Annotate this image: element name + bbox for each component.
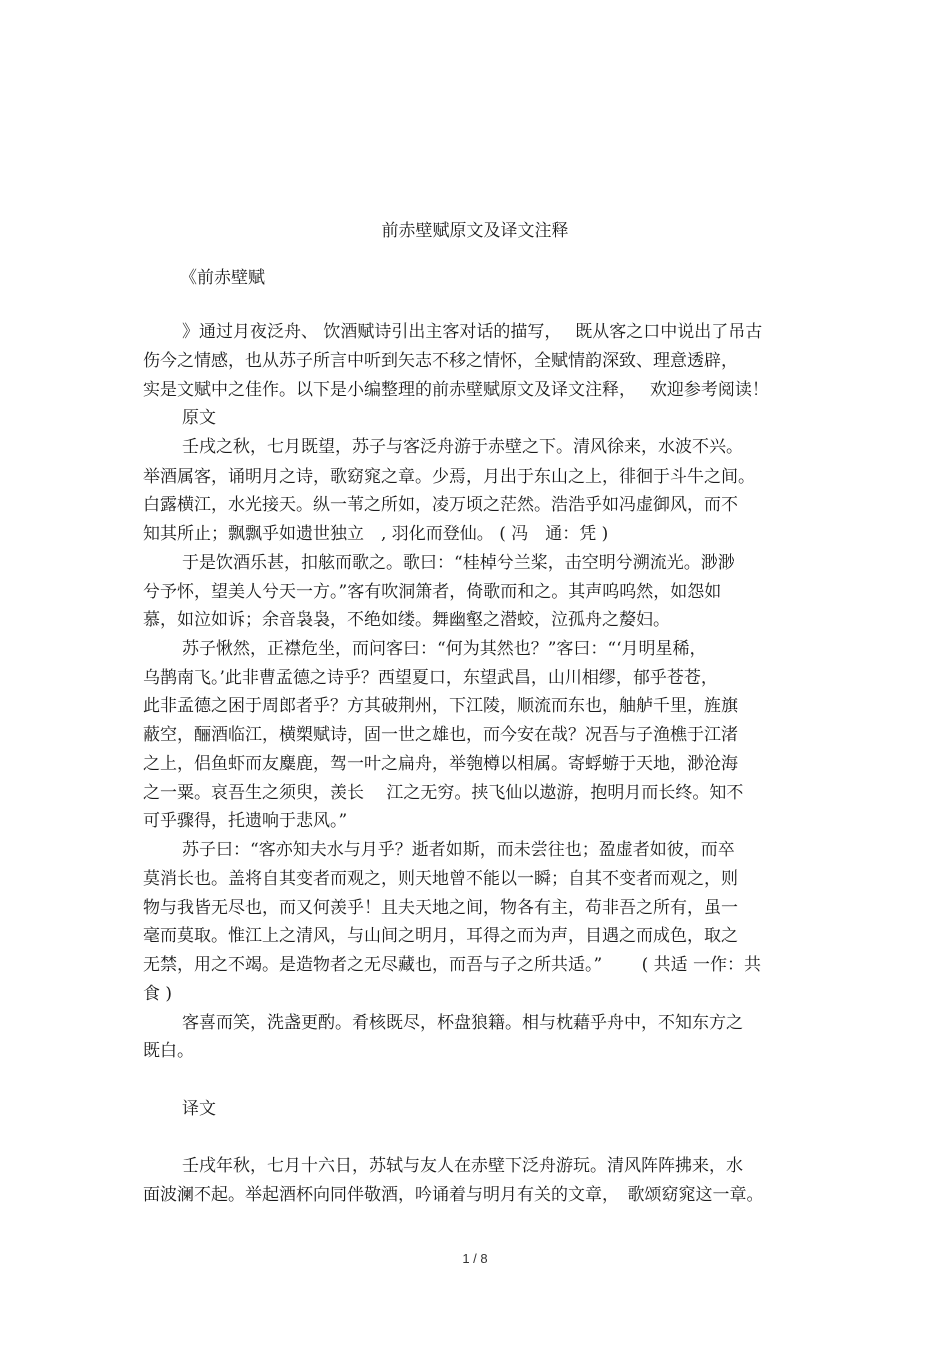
intro-line-3: 实是文赋中之佳作。以下是小编整理的前赤壁赋原文及译文注释， 欢迎参考阅读！ — [143, 380, 769, 400]
text-line: 客喜而笑，洗盏更酌。肴核既尽，杯盘狼籍。相与枕藉乎舟中，不知东方之 — [182, 1013, 743, 1033]
text-line: 面波澜不起。举起酒杯向同伴敬酒，吟诵着与明月有关的文章， 歌颂窈窕这一章。 — [143, 1185, 764, 1205]
text-line: 之上，侣鱼虾而友麋鹿，驾一叶之扁舟，举匏樽以相属。寄蜉蝣于天地，渺沧海 — [143, 754, 738, 774]
text-line: 举酒属客，诵明月之诗，歌窈窕之章。少焉，月出于东山之上，徘徊于斗牛之间。 — [143, 467, 755, 487]
text-line: 莫消长也。盖将自其变者而观之，则天地曾不能以一瞬；自其不变者而观之，则 — [143, 869, 738, 889]
text-line: 乌鹊南飞。’此非曹孟德之诗乎？西望夏口，东望武昌，山川相缪，郁乎苍苍， — [143, 668, 718, 688]
intro-line-1: 》通过月夜泛舟、 饮酒赋诗引出主客对话的描写， 既从客之口中说出了吊古 — [182, 322, 763, 342]
text-line: 白露横江，水光接天。纵一苇之所如，凌万顷之茫然。浩浩乎如冯虚御风，而不 — [143, 495, 738, 515]
intro-line-2: 伤今之情感，也从苏子所言中听到矢志不移之情怀，全赋情韵深致、理意透辟， — [143, 351, 738, 371]
page-indicator: 1 / 8 — [462, 1251, 488, 1266]
text-line: 苏子曰：“客亦知夫水与月乎？逝者如斯，而未尝往也；盈虚者如彼，而卒 — [182, 840, 735, 860]
text-line: 蔽空，酾酒临江，横槊赋诗，固一世之雄也，而今安在哉？况吾与子渔樵于江渚 — [143, 725, 738, 745]
text-line: 可乎骤得，托遗响于悲风。” — [143, 811, 348, 831]
text-line: 食 ) — [143, 984, 173, 1004]
page-title: 前赤壁赋原文及译文注释 — [381, 221, 569, 241]
text-line: 无禁，用之不竭。是造物者之无尽藏也，而吾与子之所共适。” ( 共适 一作：共 — [143, 955, 762, 975]
text-line: 苏子愀然，正襟危坐，而问客曰：“何为其然也？”客曰：“‘月明星稀， — [182, 639, 707, 659]
text-line: 物与我皆无尽也，而又何羡乎！且夫天地之间，物各有主，苟非吾之所有，虽一 — [143, 898, 738, 918]
text-line: 知其所止；飘飘乎如遗世独立 , 羽化而登仙。 ( 冯 通：凭 ) — [143, 524, 609, 544]
text-line: 慕，如泣如诉；余音袅袅，不绝如缕。舞幽壑之潜蛟，泣孤舟之嫠妇。 — [143, 610, 670, 630]
text-line: 此非孟德之困于周郎者乎？方其破荆州，下江陵，顺流而东也，舳舻千里，旌旗 — [143, 696, 738, 716]
text-line: 于是饮酒乐甚，扣舷而歌之。歌曰：“桂棹兮兰桨，击空明兮溯流光。渺渺 — [182, 553, 735, 573]
text-line: 兮予怀，望美人兮天一方。”客有吹洞箫者，倚歌而和之。其声呜呜然，如怨如 — [143, 582, 722, 602]
text-line: 毫而莫取。惟江上之清风，与山间之明月，耳得之而为声，目遇之而成色，取之 — [143, 926, 738, 946]
text-line: 壬戌年秋，七月十六日，苏轼与友人在赤壁下泛舟游玩。清风阵阵拂来，水 — [182, 1156, 743, 1176]
section-heading-translation: 译文 — [182, 1099, 216, 1119]
text-line: 之一粟。哀吾生之须臾，羡长 江之无穷。挟飞仙以遨游，抱明月而长终。知不 — [143, 783, 744, 803]
subtitle: 《前赤壁赋 — [180, 268, 265, 288]
section-heading-original: 原文 — [182, 408, 216, 428]
text-line: 壬戌之秋，七月既望，苏子与客泛舟游于赤壁之下。清风徐来，水波不兴。 — [182, 437, 743, 457]
text-line: 既白。 — [143, 1041, 194, 1061]
